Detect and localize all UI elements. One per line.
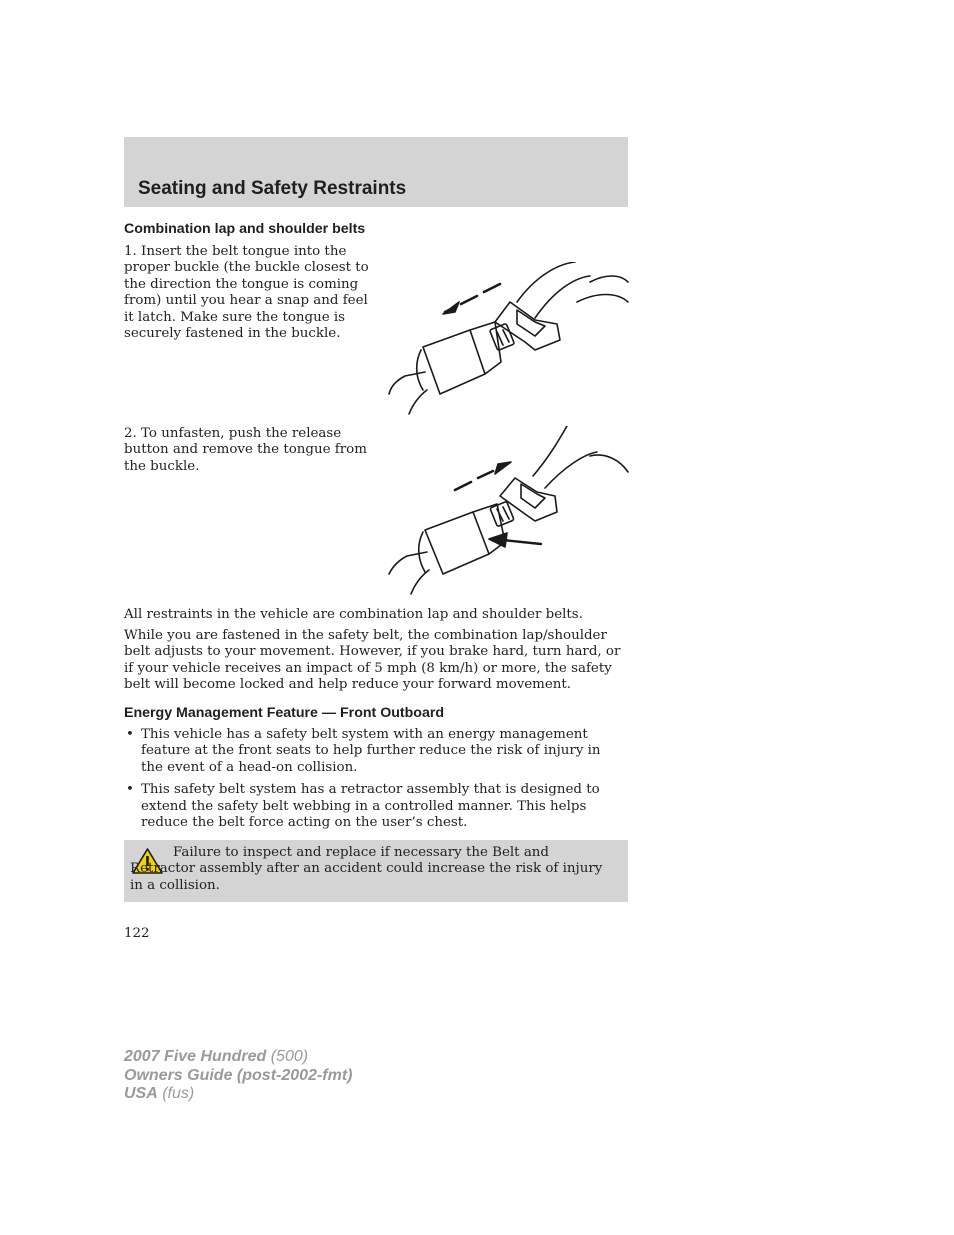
section-title: Seating and Safety Restraints xyxy=(138,178,407,199)
page-number: 122 xyxy=(124,926,150,941)
footer-line-1: 2007 Five Hundred (500) xyxy=(124,1048,309,1065)
bullet-mark: • xyxy=(126,727,134,742)
list-item xyxy=(124,727,624,776)
heading-combination-belts: Combination lap and shoulder belts xyxy=(124,221,366,237)
document-footer xyxy=(124,1048,352,1104)
bullet-mark: • xyxy=(126,782,134,798)
paragraph-all-restraints: All restraints in the vehicle are combination lap and shoulder belts. xyxy=(124,607,583,622)
warning-text: Failure to inspect and replace if necessary the Belt and Retractor assembly after an accident could increase the risk of injury in a collision. xyxy=(130,845,603,893)
step-2-text: 2. To unfasten, push the release button and remove the tongue from the buckle. xyxy=(124,426,367,474)
list-item xyxy=(124,782,624,831)
paragraph-belt-locking: While you are fastened in the safety belt, the combination lap/shoulder belt adjusts to your movement. However, if you brake hard, turn hard, or if your vehicle receives an impact of 5 mph (8 km/h) or more, the safety belt will become locked and help reduce your forward movement. xyxy=(124,628,621,693)
warning-box xyxy=(124,840,628,902)
belt-release-illustration xyxy=(385,426,630,596)
footer-line-3: USA (fus) xyxy=(124,1085,195,1102)
heading-energy-management: Energy Management Feature — Front Outboard xyxy=(124,705,445,721)
belt-insert-illustration xyxy=(385,262,630,417)
section-header-band xyxy=(124,137,628,207)
list-item-text: This vehicle has a safety belt system with an energy management feature at the front seats to help further reduce the risk of injury in the event of a head-on collision. xyxy=(141,727,601,775)
list-item-text: This safety belt system has a retractor assembly that is designed to extend the safety belt webbing in a controlled manner. This helps reduce the belt force acting on the user’s chest. xyxy=(141,782,600,831)
step-1-text: 1. Insert the belt tongue into the proper buckle (the buckle closest to the direction the tongue is coming from) until you hear a snap and feel it latch. Make sure the tongue is securely fastened in the buckle. xyxy=(124,244,369,342)
energy-management-list xyxy=(124,727,624,831)
footer-line-2: Owners Guide (post-2002-fmt) xyxy=(124,1066,353,1084)
